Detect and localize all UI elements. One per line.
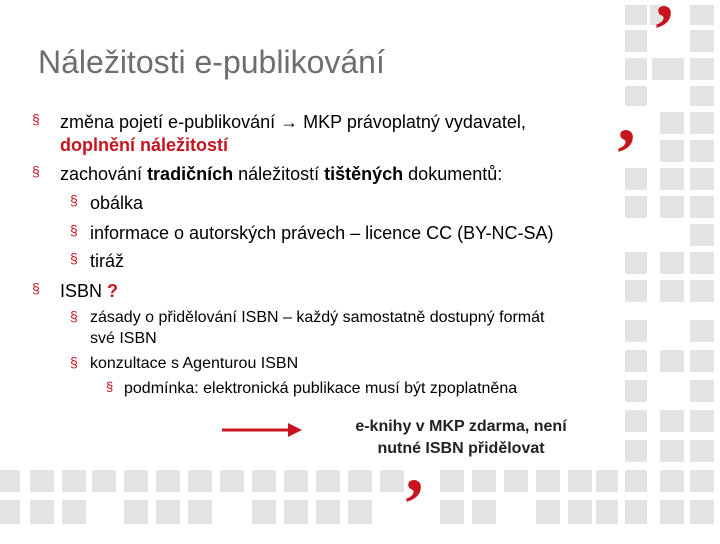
red-comma-middle: ’ [614, 114, 638, 194]
list-item-continuation: doplnění náležitostí [60, 135, 229, 155]
bullet-icon: § [70, 308, 78, 324]
sub-list-item: informace o autorských právech – licence CC (BY-NC-SA) [90, 223, 554, 243]
note-text [336, 416, 586, 460]
sub-list-item: zásady o přidělování ISBN – každý samostatně dostupný formát [90, 309, 545, 326]
arrow-right-icon [220, 420, 304, 440]
note-line: e-knihy v MKP zdarma, není [355, 418, 567, 435]
sub-list-item: obálka [90, 193, 144, 213]
list-item [60, 280, 118, 302]
sub-sub-list-item [124, 379, 517, 399]
bullet-icon: § [70, 354, 78, 370]
question-mark: ? [107, 281, 119, 301]
list-item-text: : elektronická publikace musí být zpoplatněna [194, 380, 518, 397]
list-item-text: zachování [60, 164, 148, 184]
list-item-text: ISBN [60, 281, 108, 301]
list-item-text: náležitostí [233, 164, 325, 184]
red-comma-top: ’ [652, 0, 676, 70]
bullet-icon: § [32, 163, 40, 179]
list-item-emphasis: tištěných [324, 164, 404, 184]
sub-list-item-continuation: své ISBN [90, 330, 157, 347]
note-line: nutné ISBN přidělovat [377, 440, 545, 457]
list-item [60, 111, 526, 133]
bullet-icon: § [70, 222, 78, 238]
slide-title: Náležitosti e-publikování [38, 44, 385, 80]
bullet-icon: § [32, 111, 40, 127]
list-item-text: podmínka [124, 380, 195, 397]
bullet-icon: § [70, 192, 78, 208]
bullet-icon: § [32, 280, 40, 296]
list-item [60, 163, 502, 185]
sub-list-item: tiráž [90, 251, 125, 271]
list-item-emphasis: tradičních [147, 164, 234, 184]
bullet-icon: § [70, 250, 78, 266]
sub-list-item: konzultace s Agenturou ISBN [90, 355, 299, 372]
list-item-text: změna pojetí e-publikování → MKP právoplatný vydavatel, [60, 112, 526, 132]
list-item-text: dokumentů: [403, 164, 503, 184]
red-comma-bottom: ’ [402, 464, 426, 544]
bullet-icon: § [106, 379, 114, 394]
